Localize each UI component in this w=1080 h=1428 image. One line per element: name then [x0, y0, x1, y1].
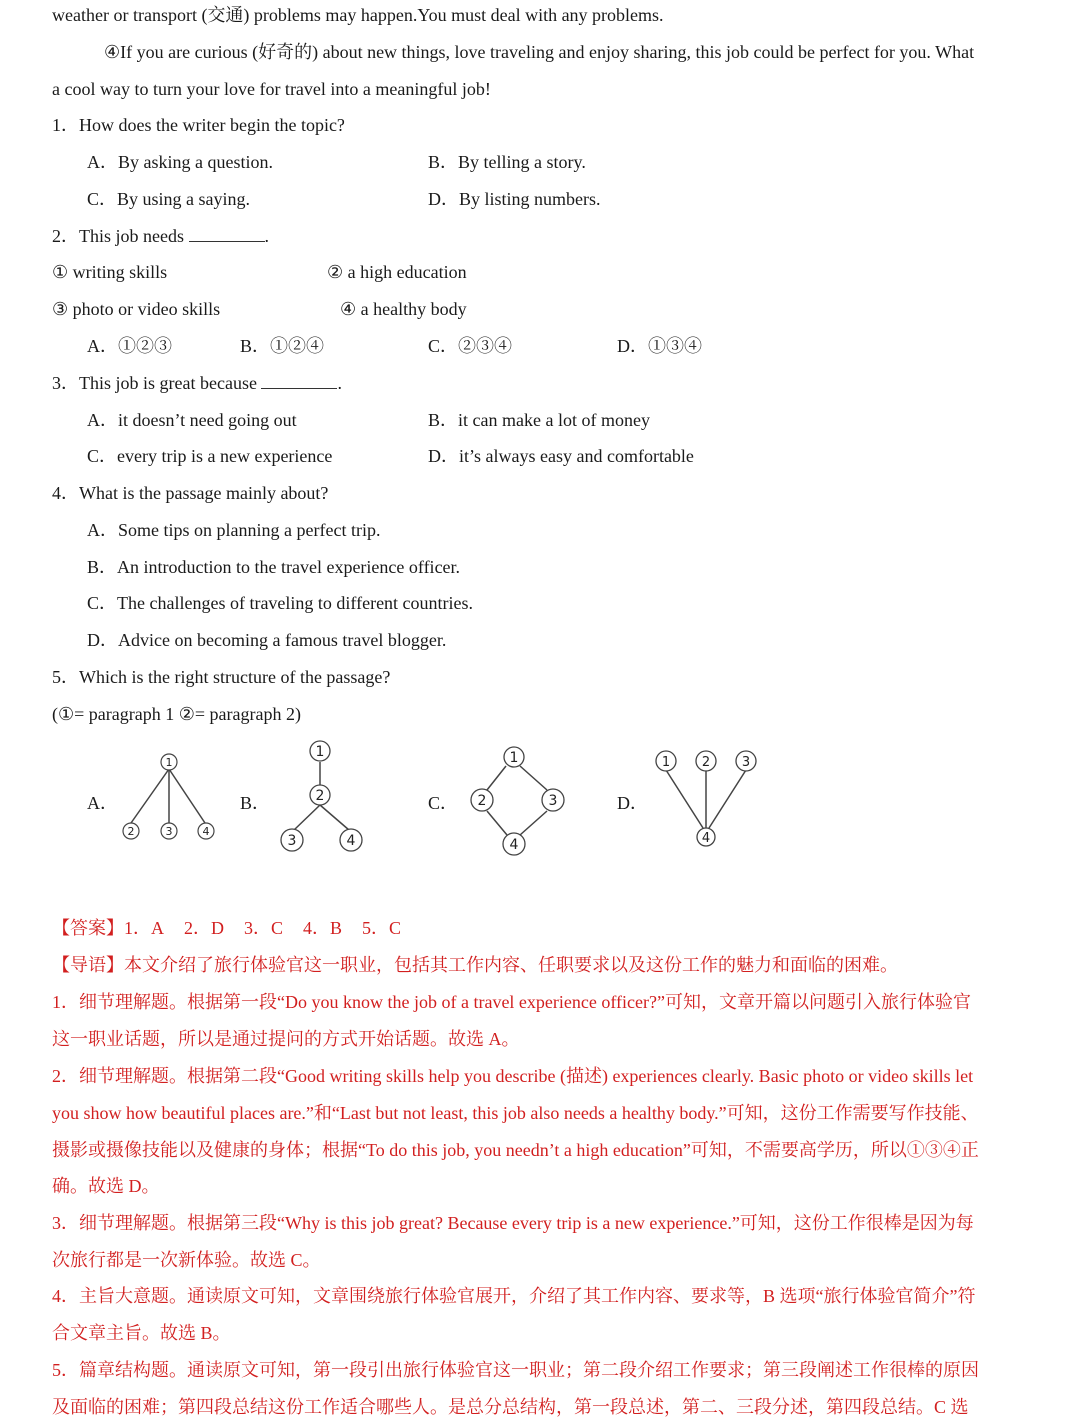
q4-stem: 4．What is the passage mainly about?	[52, 483, 329, 503]
q3-stem-period: .	[337, 373, 342, 393]
q5-diagram-d	[645, 740, 770, 855]
answer-5: 5．C	[362, 918, 402, 938]
q1-stem: 1．How does the writer begin the topic?	[52, 115, 345, 135]
q3-blank	[261, 372, 337, 389]
explain-2-line-3: 摄影或摄像技能以及健康的身体；根据“To do this job, you needn’t a high education”可知，不需要高学历，所以①③④正	[52, 1140, 979, 1160]
explain-2-line-1: 2．细节理解题。根据第二段“Good writing skills help you describe (描述) experiences clearly. Basic photo or video skills let	[52, 1066, 974, 1086]
q1-option-c: C．By using a saying.	[87, 189, 251, 209]
answer-2: 2．D	[184, 918, 224, 938]
answer-1: 1．A	[124, 918, 164, 938]
explain-4-line-2: 合文章主旨。故选 B。	[52, 1323, 231, 1343]
q3-option-a: A．it doesn’t need going out	[87, 410, 297, 430]
explain-1-line-1: 1．细节理解题。根据第一段“Do you know the job of a travel experience officer?”可知，文章开篇以问题引入旅行体验官	[52, 992, 971, 1012]
q3-stem-text: 3．This job is great because	[52, 373, 257, 393]
explain-4-line-1: 4．主旨大意题。通读原文可知，文章围绕旅行体验官展开，介绍了其工作内容、要求等，B 选项“旅行体验官简介”符	[52, 1286, 976, 1306]
q2-option-c: C．②③④	[428, 336, 513, 356]
q1-option-b: B．By telling a story.	[428, 152, 586, 172]
diagram-c-node-3: 3	[548, 793, 558, 809]
explain-3-line-1: 3．细节理解题。根据第三段“Why is this job great? Because every trip is a new experience.”可知，这份工作很棒是因为每	[52, 1213, 974, 1233]
q2-blank	[189, 225, 265, 242]
q1-option-d: D．By listing numbers.	[428, 189, 601, 209]
diagram-c-node-1: 1	[509, 750, 519, 766]
q2-item-1: ① writing skills	[52, 262, 168, 282]
diagram-d-node-4: 4	[701, 831, 711, 846]
diagram-b-node-3: 3	[287, 833, 297, 849]
q2-item-3: ③ photo or video skills	[52, 299, 221, 319]
q5-label-a: A．	[87, 793, 118, 813]
passage-line-2: ④If you are curious (好奇的) about new things, love traveling and enjoy sharing, this job could be perfect for you. What	[104, 42, 975, 62]
q3-option-c: C．every trip is a new experience	[87, 446, 333, 466]
diagram-d-node-3: 3	[741, 755, 751, 770]
explain-2-line-2: you show how beautiful places are.”和“Last but not least, this job also needs a healthy body.”可知，这份工作需要写作技能、	[52, 1103, 979, 1123]
guide-text: 本文介绍了旅行体验官这一职业，包括其工作内容、任职要求以及这份工作的魅力和面临的困难。	[124, 955, 898, 975]
q3-option-d: D．it’s always easy and comfortable	[428, 446, 694, 466]
q3-stem	[52, 371, 342, 395]
q5-diagram-b	[270, 735, 380, 860]
explain-1-line-2: 这一职业话题，所以是通过提问的方式开始话题。故选 A。	[52, 1029, 520, 1049]
q5-stem: 5．Which is the right structure of the passage?	[52, 667, 391, 687]
answer-4: 4．B	[303, 918, 343, 938]
guide-line	[52, 953, 898, 977]
diagram-b-node-2: 2	[315, 788, 325, 804]
explain-3-line-2: 次旅行都是一次新体验。故选 C。	[52, 1250, 321, 1270]
q5-diagram-c	[460, 738, 575, 863]
q5-label-c: C．	[428, 793, 459, 813]
diagram-a-node-2: 2	[127, 825, 135, 838]
q1-option-a: A．By asking a question.	[87, 152, 273, 172]
diagram-b-node-1: 1	[315, 744, 325, 760]
q2-item-4: ④ a healthy body	[340, 299, 467, 319]
q4-option-a: A．Some tips on planning a perfect trip.	[87, 520, 381, 540]
diagram-c-node-2: 2	[477, 793, 487, 809]
diagram-d-node-1: 1	[661, 755, 671, 770]
diagram-c-node-4: 4	[509, 837, 519, 853]
answer-tag: 【答案】	[52, 918, 124, 938]
q2-option-a: A．①②③	[87, 336, 172, 356]
q2-item-2: ② a high education	[327, 262, 467, 282]
q2-stem-period: .	[264, 226, 269, 246]
explain-2-line-4: 确。故选 D。	[52, 1176, 160, 1196]
explain-5-line-1: 5．篇章结构题。通读原文可知，第一段引出旅行体验官这一职业；第二段介绍工作要求；第三段阐述工作很棒的原因	[52, 1360, 979, 1380]
q4-option-d: D．Advice on becoming a famous travel blogger.	[87, 630, 447, 650]
q5-label-d: D．	[617, 793, 648, 813]
diagram-a-node-3: 3	[165, 825, 173, 838]
q5-note: (①= paragraph 1 ②= paragraph 2)	[52, 704, 301, 724]
diagram-b-node-4: 4	[346, 833, 356, 849]
q2-stem-text: 2．This job needs	[52, 226, 184, 246]
diagram-a-node-1: 1	[165, 756, 173, 769]
passage-line-1: weather or transport (交通) problems may happen.You must deal with any problems.	[52, 5, 664, 25]
diagram-d-node-2: 2	[701, 755, 711, 770]
q4-option-c: C．The challenges of traveling to different countries.	[87, 593, 474, 613]
q3-option-b: B．it can make a lot of money	[428, 410, 650, 430]
diagram-a-node-4: 4	[202, 825, 210, 838]
q2-option-b: B．①②④	[240, 336, 325, 356]
passage-line-3: a cool way to turn your love for travel into a meaningful job!	[52, 79, 491, 99]
guide-tag: 【导语】	[52, 955, 124, 975]
q4-option-b: B．An introduction to the travel experience officer.	[87, 557, 461, 577]
q2-option-d: D．①③④	[617, 336, 702, 356]
explain-5-line-2: 及面临的困难；第四段总结这份工作适合哪些人。是总分总结构，第一段总述，第二、三段分述，第四段总结。C 选	[52, 1397, 969, 1417]
q5-label-b: B．	[240, 793, 271, 813]
q2-stem	[52, 224, 269, 248]
q5-diagram-a	[110, 745, 230, 850]
answer-line	[52, 916, 401, 940]
answer-3: 3．C	[244, 918, 284, 938]
